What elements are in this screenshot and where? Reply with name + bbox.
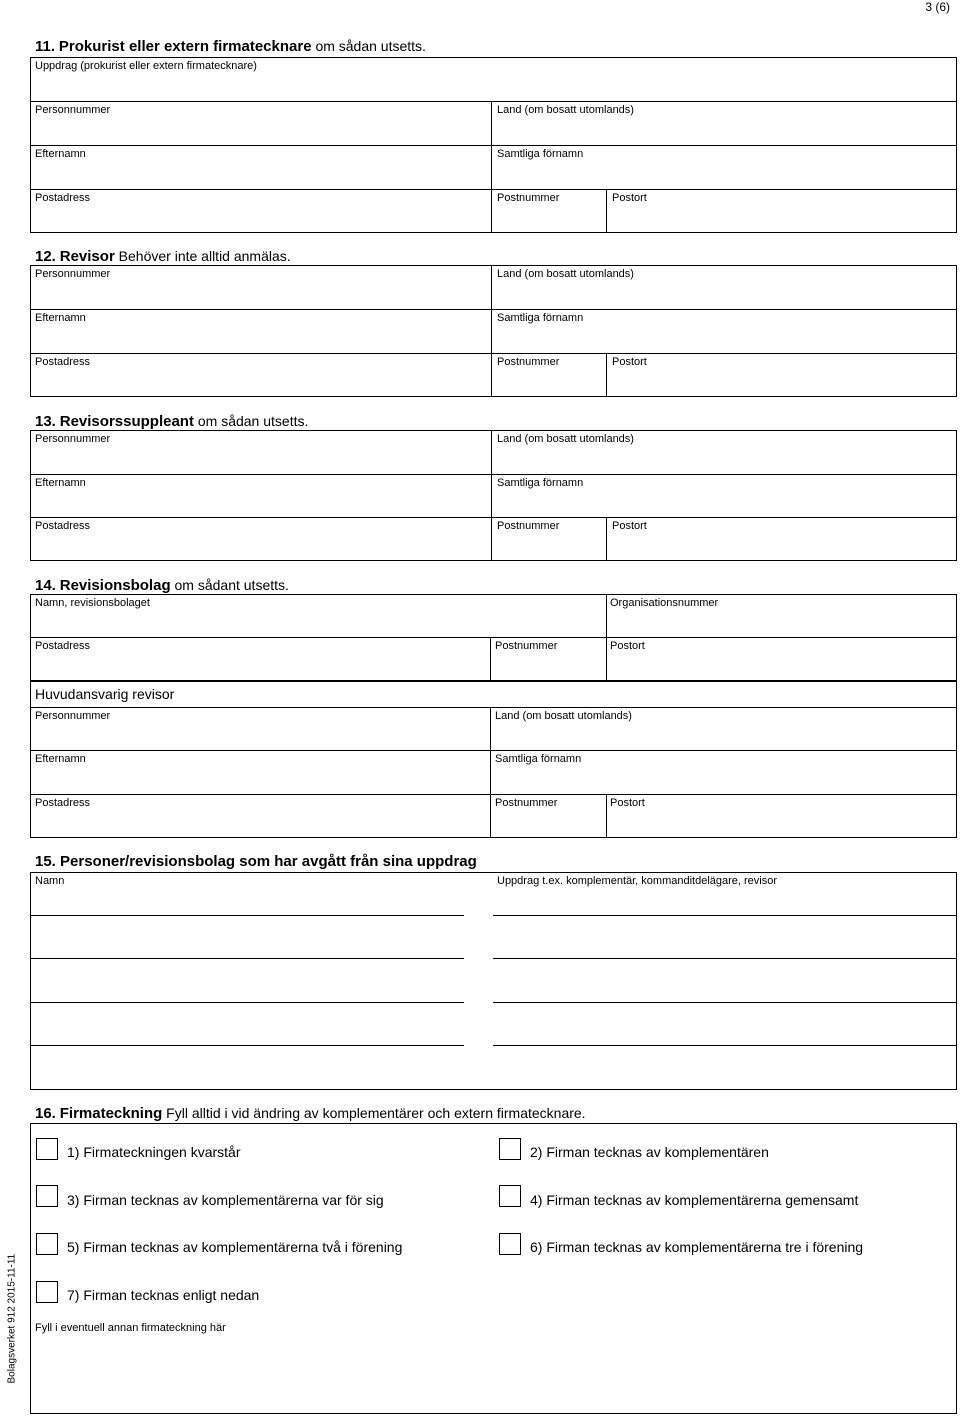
uppdrag-field[interactable]: Uppdrag (prokurist eller extern firmatecknare) [35, 60, 257, 72]
efternamn-field[interactable]: Efternamn [35, 477, 86, 489]
section-11-heading: 11. Prokurist eller extern firmatecknare om sådan utsetts. [35, 38, 426, 55]
postort-field[interactable]: Postort [610, 640, 645, 652]
annan-firmateckning-field[interactable]: Fyll i eventuell annan firmateckning här [35, 1322, 226, 1334]
postort-field[interactable]: Postort [610, 797, 645, 809]
postnummer-field[interactable]: Postnummer [497, 520, 560, 532]
namn-line-3[interactable] [30, 1002, 464, 1003]
fornamn-field[interactable]: Samtliga förnamn [497, 312, 584, 324]
namn-line-4[interactable] [30, 1045, 464, 1046]
huvudansvarig-revisor-heading: Huvudansvarig revisor [35, 686, 175, 702]
fornamn-field[interactable]: Samtliga förnamn [497, 148, 584, 160]
land-field[interactable]: Land (om bosatt utomlands) [495, 710, 632, 722]
uppdrag-line-4[interactable] [493, 1045, 957, 1046]
uppdrag-line-2[interactable] [493, 958, 957, 959]
personnummer-field[interactable]: Personnummer [35, 433, 111, 445]
postadress-field[interactable]: Postadress [35, 640, 91, 652]
section-15-heading: 15. Personer/revisionsbolag som har avgått från sina uppdrag [35, 853, 477, 870]
namn-column-label: Namn [35, 875, 65, 887]
postort-field[interactable]: Postort [612, 520, 647, 532]
option-1-checkbox[interactable] [36, 1138, 58, 1160]
fornamn-field[interactable]: Samtliga förnamn [497, 477, 584, 489]
uppdrag-column-label: Uppdrag t.ex. komplementär, kommanditdelägare, revisor [497, 875, 778, 887]
section-13-box [30, 430, 957, 561]
postadress-field[interactable]: Postadress [35, 797, 91, 809]
fornamn-field[interactable]: Samtliga förnamn [495, 753, 582, 765]
postnummer-field[interactable]: Postnummer [497, 356, 560, 368]
land-field[interactable]: Land (om bosatt utomlands) [497, 104, 634, 116]
postnummer-field[interactable]: Postnummer [497, 192, 560, 204]
postort-field[interactable]: Postort [612, 356, 647, 368]
organisationsnummer-field[interactable]: Organisationsnummer [610, 597, 719, 609]
section-12-box [30, 265, 957, 397]
option-7-checkbox[interactable] [36, 1281, 58, 1303]
option-4-label: 4) Firman tecknas av komplementärerna gemensamt [530, 1192, 859, 1208]
section-16-heading: 16. Firmateckning Fyll alltid i vid ändring av komplementärer och extern firmatecknare. [35, 1105, 586, 1122]
personnummer-field[interactable]: Personnummer [35, 268, 111, 280]
uppdrag-line-3[interactable] [493, 1002, 957, 1003]
namn-line-1[interactable] [30, 915, 464, 916]
section-14-revisor-box [30, 681, 957, 838]
option-6-label: 6) Firman tecknas av komplementärerna tre i förening [530, 1239, 864, 1255]
section-12-heading: 12. Revisor Behöver inte alltid anmälas. [35, 248, 291, 265]
section-14-heading: 14. Revisionsbolag om sådant utsetts. [35, 577, 289, 594]
efternamn-field[interactable]: Efternamn [35, 753, 86, 765]
option-6-checkbox[interactable] [499, 1233, 521, 1255]
namn-line-2[interactable] [30, 958, 464, 959]
postadress-field[interactable]: Postadress [35, 520, 91, 532]
form-footer: Bolagsverket 912 2015-11-11 [6, 1253, 18, 1384]
option-5-checkbox[interactable] [36, 1233, 58, 1255]
postadress-field[interactable]: Postadress [35, 356, 91, 368]
postort-field[interactable]: Postort [612, 192, 647, 204]
revisionsbolag-namn-field[interactable]: Namn, revisionsbolaget [35, 597, 150, 609]
efternamn-field[interactable]: Efternamn [35, 312, 86, 324]
page-number: 3 (6) [925, 0, 950, 14]
option-4-checkbox[interactable] [499, 1185, 521, 1207]
option-5-label: 5) Firman tecknas av komplementärerna två i förening [67, 1239, 403, 1255]
option-2-label: 2) Firman tecknas av komplementären [530, 1144, 769, 1160]
postnummer-field[interactable]: Postnummer [495, 640, 558, 652]
personnummer-field[interactable]: Personnummer [35, 710, 111, 722]
option-2-checkbox[interactable] [499, 1138, 521, 1160]
postadress-field[interactable]: Postadress [35, 192, 91, 204]
option-1-label: 1) Firmateckningen kvarstår [67, 1144, 241, 1160]
efternamn-field[interactable]: Efternamn [35, 148, 86, 160]
option-3-checkbox[interactable] [36, 1185, 58, 1207]
section-16-box [30, 1123, 957, 1414]
option-7-label: 7) Firman tecknas enligt nedan [67, 1287, 260, 1303]
section-15-box [30, 872, 957, 1090]
section-13-heading: 13. Revisorssuppleant om sådan utsetts. [35, 413, 309, 430]
postnummer-field[interactable]: Postnummer [495, 797, 558, 809]
land-field[interactable]: Land (om bosatt utomlands) [497, 433, 634, 445]
land-field[interactable]: Land (om bosatt utomlands) [497, 268, 634, 280]
uppdrag-line-1[interactable] [493, 915, 957, 916]
option-3-label: 3) Firman tecknas av komplementärerna var för sig [67, 1192, 384, 1208]
personnummer-field[interactable]: Personnummer [35, 104, 111, 116]
